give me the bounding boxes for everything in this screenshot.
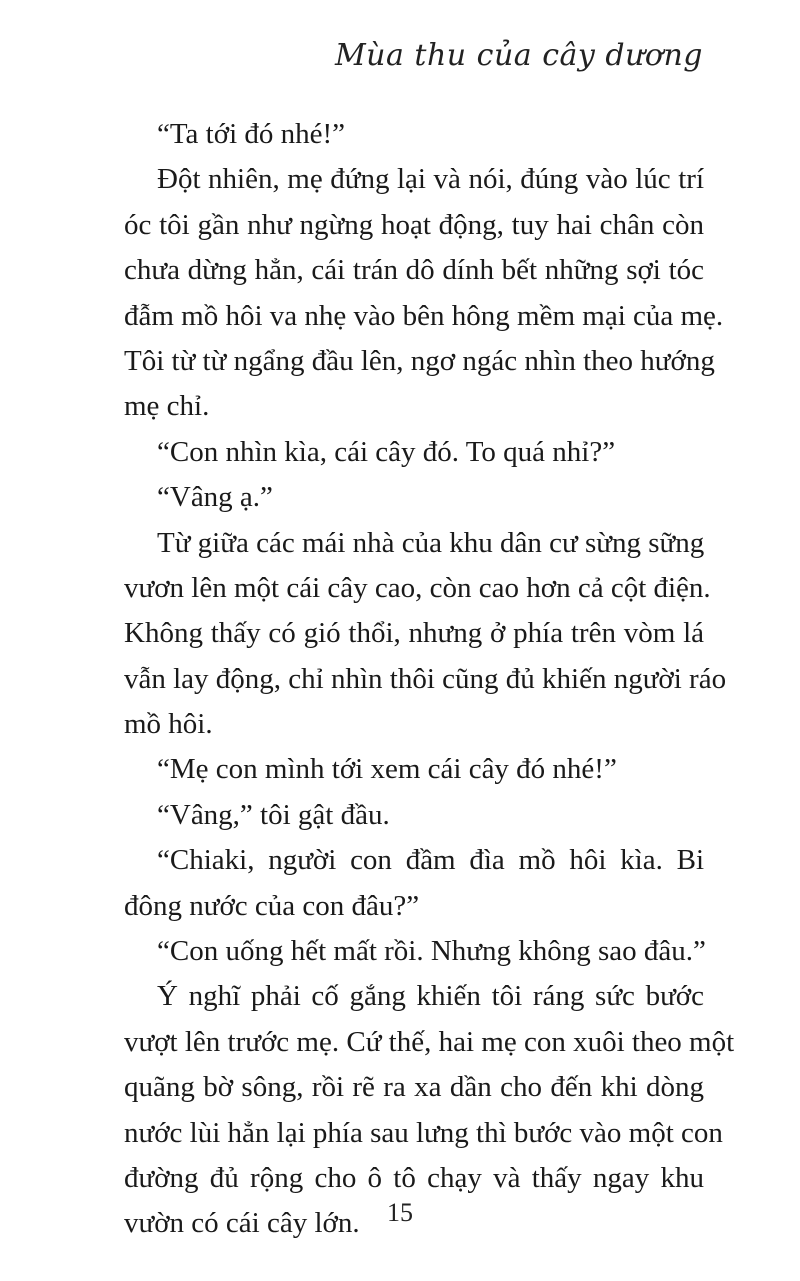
text-line: Từ giữa các mái nhà của khu dân cư sừng sững — [157, 526, 705, 559]
text-line: đường đủ rộng cho ô tô chạy và thấy ngay khu — [124, 1161, 704, 1194]
page-number: 15 — [387, 1198, 413, 1227]
body-text — [124, 112, 735, 1247]
running-title: Mùa thu của cây dương — [334, 38, 703, 73]
text-line: chưa dừng hẳn, cái trán dô dính bết những sợi tóc — [124, 254, 704, 287]
text-line: vươn lên một cái cây cao, còn cao hơn cả cột điện. — [124, 571, 711, 604]
text-line: “Chiaki, người con đầm đìa mồ hôi kìa. Bi — [157, 844, 704, 877]
text-line: mồ hôi. — [124, 708, 213, 741]
text-line: mẹ chỉ. — [124, 390, 210, 423]
text-line: Không thấy có gió thổi, nhưng ở phía trên vòm lá — [124, 617, 704, 650]
text-line: “Vâng,” tôi gật đầu. — [157, 798, 390, 831]
text-line: vượt lên trước mẹ. Cứ thế, hai mẹ con xuôi theo một — [124, 1025, 735, 1058]
text-line: “Con uống hết mất rồi. Nhưng không sao đâu.” — [157, 935, 706, 968]
text-line: “Ta tới đó nhé!” — [157, 118, 346, 150]
text-line: đẫm mồ hôi va nhẹ vào bên hông mềm mại của mẹ. — [124, 299, 724, 332]
text-line: “Con nhìn kìa, cái cây đó. To quá nhỉ?” — [157, 435, 616, 468]
text-line: vẫn lay động, chỉ nhìn thôi cũng đủ khiến người ráo — [124, 662, 727, 695]
text-line: quãng bờ sông, rồi rẽ ra xa dần cho đến khi dòng — [124, 1071, 704, 1104]
text-line: Ý nghĩ phải cố gắng khiến tôi ráng sức bước — [157, 980, 704, 1013]
text-line: Đột nhiên, mẹ đứng lại và nói, đúng vào lúc trí — [157, 163, 704, 196]
text-line: óc tôi gần như ngừng hoạt động, tuy hai chân còn — [124, 208, 704, 241]
text-line: nước lùi hẳn lại phía sau lưng thì bước vào một con — [124, 1116, 723, 1149]
text-line: “Vâng ạ.” — [157, 481, 273, 514]
text-line: vườn có cái cây lớn. — [124, 1207, 360, 1240]
text-line: đông nước của con đâu?” — [124, 889, 420, 922]
text-line: “Mẹ con mình tới xem cái cây đó nhé!” — [157, 753, 617, 786]
text-line: Tôi từ từ ngẩng đầu lên, ngơ ngác nhìn theo hướng — [124, 344, 715, 377]
